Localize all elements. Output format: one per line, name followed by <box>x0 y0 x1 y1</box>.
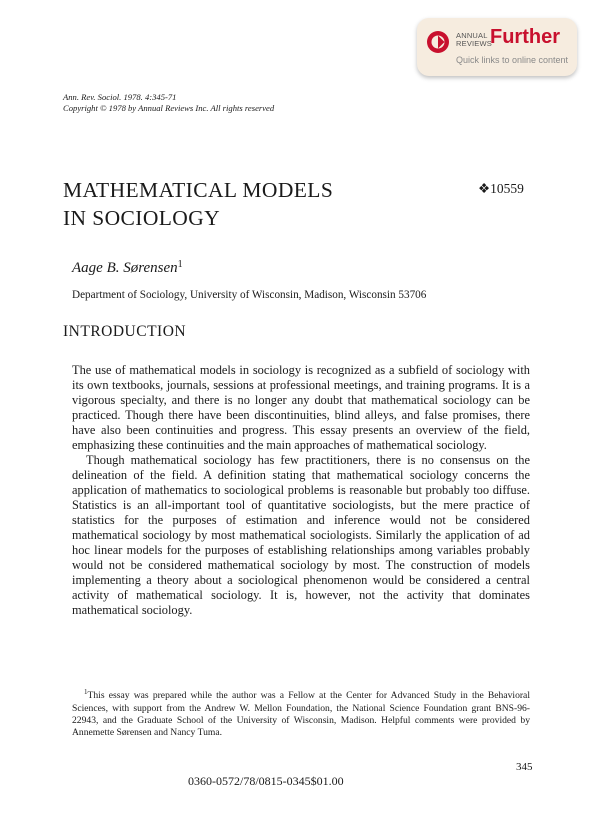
article-id: ❖10559 <box>478 181 524 196</box>
banner-line-annual: ANNUAL <box>456 31 488 40</box>
footnote <box>72 686 530 740</box>
citation <box>63 92 274 114</box>
footnote-text: This essay was prepared while the author was a Fellow at the Center for Advanced Study in the Behavioral Sciences, with support from the Andrew W. Mellon Foundation, the National Science Foundation grant BNS-96-22943, and the Graduate School of the University of Wisconsin, Madison. Helpful comments were provided by Annemette Sørensen and Nancy Tuma. <box>72 690 530 739</box>
citation-line: Ann. Rev. Sociol. 1978. 4:345-71 <box>63 92 177 102</box>
banner-line-reviews: REVIEWS <box>456 39 492 48</box>
further-banner[interactable] <box>417 18 577 76</box>
body-text <box>72 363 530 618</box>
banner-subtitle[interactable]: Quick links to online content <box>456 55 569 65</box>
paragraph-1: The use of mathematical models in sociology is recognized as a subfield of sociology with its own textbooks, journals, sessions at professional meetings, and training programs. It is a vigorous specialty, and there is no longer any doubt that mathematical sociology can be practiced. Though there have been discontinuities, blind alleys, and false promises, there have also been continuities and progress. This essay presents an overview of the field, emphasizing these continuities and the main approaches of mathematical sociology. <box>72 363 530 452</box>
author-name: Aage B. Sørensen <box>72 260 178 276</box>
author <box>72 259 183 277</box>
affiliation: Department of Sociology, University of Wisconsin, Madison, Wisconsin 53706 <box>72 289 427 301</box>
footer-code: 0360-0572/78/0815-0345$01.00 <box>188 774 344 788</box>
annual-reviews-logo-icon <box>426 30 450 54</box>
page-number: 345 <box>516 761 533 773</box>
paragraph-2: Though mathematical sociology has few practitioners, there is no consensus on the delineation of the field. A definition stating that mathematical sociology concerns the application of mathematics to sociological problems is reasonable but probably too diffuse. Statistics is an all-important tool of quantitative sociologists, but the mere practice of statistics for the purposes of estimation and inference would not be considered mathematical sociology by most mathematical sociologists. Similarly the application of ad hoc linear models for the purposes of establishing relationships among variables probably would not be considered mathematical sociology by most. The construction of models implementing a theory about a sociological phenomenon would be considered a central activity of mathematical sociology. It is, however, not the activity that dominates mathematical sociology. <box>72 453 530 617</box>
section-heading: INTRODUCTION <box>63 323 187 340</box>
title-line-1: MATHEMATICAL MODELS <box>63 178 334 202</box>
author-footnote-marker: 1 <box>177 259 183 270</box>
title-line-2: IN SOCIOLOGY <box>63 206 221 230</box>
banner-brand-small <box>456 32 492 48</box>
article-title <box>63 176 333 232</box>
footnote-marker: 1 <box>84 688 88 696</box>
banner-further-label[interactable]: Further <box>490 26 560 48</box>
copyright-line: Copyright © 1978 by Annual Reviews Inc. All rights reserved <box>63 103 275 113</box>
